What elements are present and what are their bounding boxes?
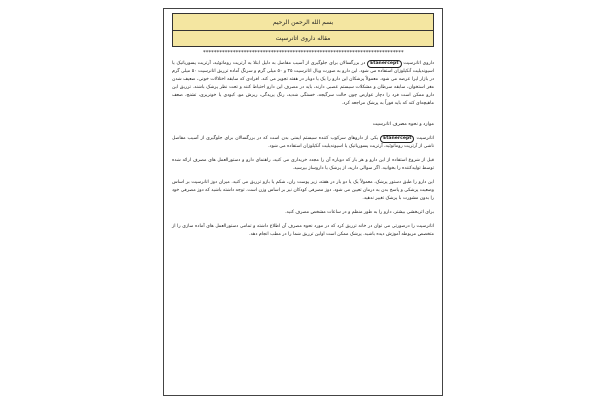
brand-name-badge: Etanercept: [367, 60, 401, 68]
paragraph-regular-use: برای اثربخشی بیشتر، دارو را به طور منظم و در ساعات مشخص مصرف کنید.: [285, 210, 434, 215]
document-page: [163, 8, 443, 396]
usage-text-rest: یکی از داروهای سرکوب کننده سیستم ایمنی بدن است که در بزرگسالان برای جلوگیری از آسیب مفاصل ناشی از آرتریت روماتوئید، آرتریت پسوریاتیک یا اسپوندیلیت آنکیلوزان استفاده می شود.: [172, 136, 434, 149]
paragraph-dosage: این دارو را طبق دستور پزشک، معمولاً یک یا دو بار در هفته، زیر پوست ران، شکم یا بازو تزریق می کنید. میزان دوز اتانرسپت بر اساس وضعیت پزشکی و پاسخ بدن به درمان تعیین می شود. دوز مصرفی کودکان نیز بر اساس وزن است. توجه داشته باشید که دوز مصرفی خود را بدون مشورت با پزشک تغییر ندهید.: [172, 180, 434, 201]
usage-paragraph: [172, 135, 434, 151]
usage-text-start: اتانرسپت: [416, 136, 434, 141]
basmala: بسم الله الرحمن الرحیم: [272, 18, 334, 26]
brand-name-badge-2: Etanercept: [380, 135, 414, 143]
article-title: مقاله داروی اتانرسپت: [173, 30, 433, 46]
separator-line: **************************************************************************: [202, 50, 404, 56]
intro-text-rest: در بزرگسالان برای جلوگیری از آسیب مفاصل به دلیل ابتلا به آرتریت روماتوئید، آرتریت پسوریاتیک یا اسپوندیلیت آنکیلوزان استفاده می شود. این دارو به صورت ویال اتانرسپت ۲۵ و ۵۰ میلی گرم و سرنگ آماده تزریق اتانرسپت ۵۰ میلی گرم در بازار ایرا عرضه می شود. معمولاً پزشکان این دارو را یک یا دوبار در هفته تجویز می کند. افرادی که سابقه اختلالات خونی، ضعیف شدن مغز استخوان، سابقه سرطان و مشکلات سیستم عصبی دارند، باید در مصرف این دارو احتیاط کنند و تحت نظر پزشک باشند. تزریق این دارو ممکن است فرد را دچار عوارض چون حالت سرگیجه، خستگی شدید، رنگ پریدگی، ریزش مو، کبودی یا خونریزی، تشنج، ضعف ماهیچه‌ای کند که باید فوراً به پزشک مراجعه کرد.: [172, 61, 435, 106]
section-heading: موارد و نحوه مصرف اتانرسپت: [372, 122, 434, 127]
intro-text-start: داروی اتانرسپت: [403, 61, 434, 66]
document-header: [172, 13, 434, 47]
intro-paragraph: [172, 60, 434, 108]
paragraph-home-injection: اتانرسپت را درصورتی می توان در خانه تزریق کرد که در مورد نحوه مصرف آن اطلاع داشته و تمامی دستورالعمل های آماده سازی را از متخصص مربوطه آموزش دیده باشید. پزشک ممکن است اولین تزریق شما را در مطب انجام دهد.: [172, 224, 434, 237]
paragraph-instructions: قبل از شروع استفاده از این دارو و هر بار که دوباره آن را مجدد خریداری می کنید، راهنمای دارو و دستورالعمل های مصرف ارائه شده توسط تولیدکننده را بخوانید. اگر سوالی دارید، از پزشک یا داروساز بپرسید.: [172, 158, 434, 171]
